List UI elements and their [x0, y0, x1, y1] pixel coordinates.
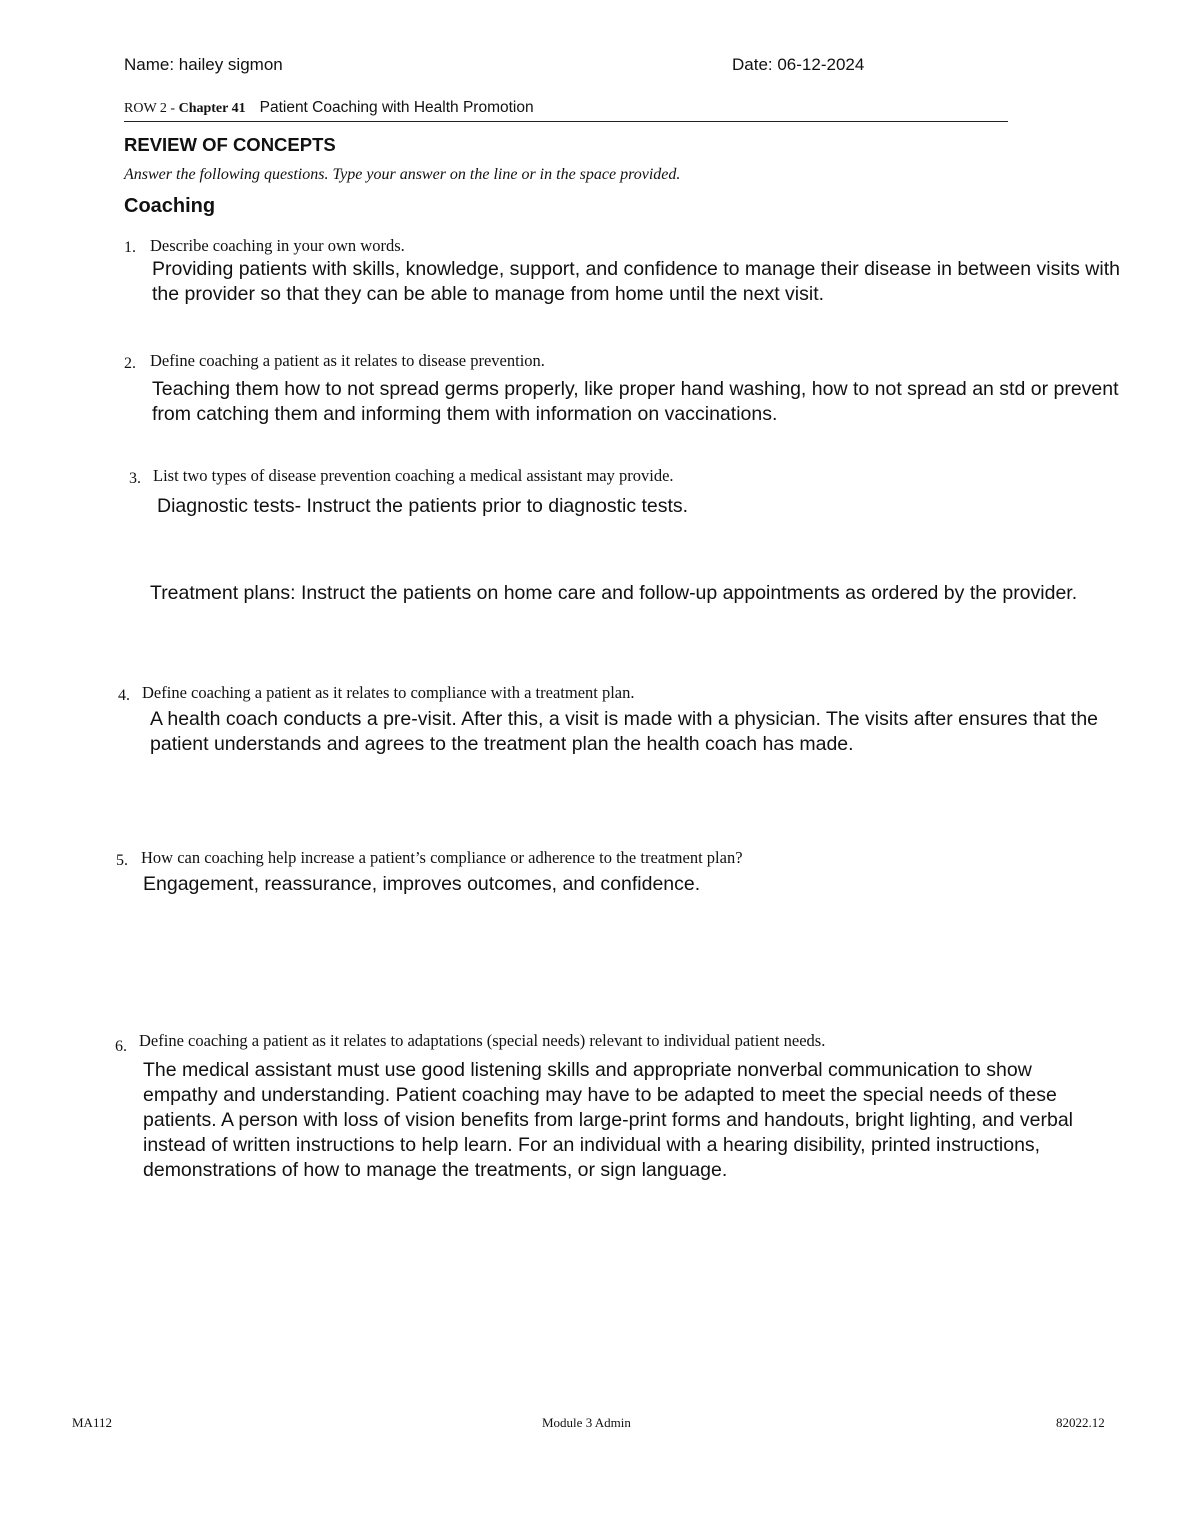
footer-course-code: MA112 — [72, 1415, 112, 1430]
question-number: 2. — [124, 355, 136, 372]
chapter-label: Chapter 41 — [178, 101, 246, 116]
instructions: Answer the following questions. Type your answer on the line or in the space provided. — [124, 166, 681, 183]
question-text: Define coaching a patient as it relates to disease prevention. — [150, 351, 545, 370]
question-number: 3. — [129, 470, 141, 487]
answer-text: Providing patients with skills, knowledge, support, and confidence to manage their disease in between visits with the provider so that they can be able to manage from home until the next visit. — [152, 258, 1120, 305]
footer-module: Module 3 Admin — [542, 1415, 631, 1430]
question-number: 6. — [115, 1038, 127, 1055]
answer-text: Diagnostic tests- Instruct the patients prior to diagnostic tests. — [157, 495, 689, 517]
question-number: 5. — [116, 852, 128, 869]
footer-version: 82022.12 — [1056, 1415, 1105, 1430]
question-text: Describe coaching in your own words. — [150, 236, 405, 255]
row-label: ROW 2 - — [124, 101, 179, 116]
question-number: 1. — [124, 239, 136, 256]
chapter-header-line — [124, 99, 1008, 122]
question-number: 4. — [118, 687, 130, 704]
chapter-title: Patient Coaching with Health Promotion — [259, 99, 534, 116]
subheading: Coaching — [124, 195, 216, 217]
answer-text-second: Treatment plans: Instruct the patients on home care and follow-up appointments as ordered by the provider. — [150, 582, 1078, 604]
question-text: Define coaching a patient as it relates to compliance with a treatment plan. — [142, 683, 635, 702]
worksheet-date: Date: 06-12-2024 — [732, 55, 865, 74]
question-text: List two types of disease prevention coaching a medical assistant may provide. — [153, 466, 674, 485]
question-text: Define coaching a patient as it relates to adaptations (special needs) relevant to individual patient needs. — [139, 1031, 826, 1050]
student-name: Name: hailey sigmon — [124, 55, 283, 74]
section-title: REVIEW OF CONCEPTS — [124, 134, 336, 155]
answer-text: A health coach conducts a pre-visit. After this, a visit is made with a physician. The visits after ensures that the patient understands and agrees to the treatment plan the health coach has made. — [150, 708, 1099, 755]
question-text: How can coaching help increase a patient’s compliance or adherence to the treatment plan? — [141, 848, 743, 867]
answer-text: The medical assistant must use good listening skills and appropriate nonverbal communication to show empathy and understanding. Patient coaching may have to be adapted to meet the special needs of these patients. A person with loss of vision benefits from large-print forms and handouts, bright lighting, and verbal instead of written instructions to help learn. For an individual with a hearing disibility, printed instructions, demonstrations of how to manage the treatments, or sign language. — [143, 1059, 1074, 1181]
answer-text: Teaching them how to not spread germs properly, like proper hand washing, how to not spread an std or prevent from catching them and informing them with information on vaccinations. — [152, 378, 1119, 425]
answer-text: Engagement, reassurance, improves outcomes, and confidence. — [143, 873, 701, 895]
